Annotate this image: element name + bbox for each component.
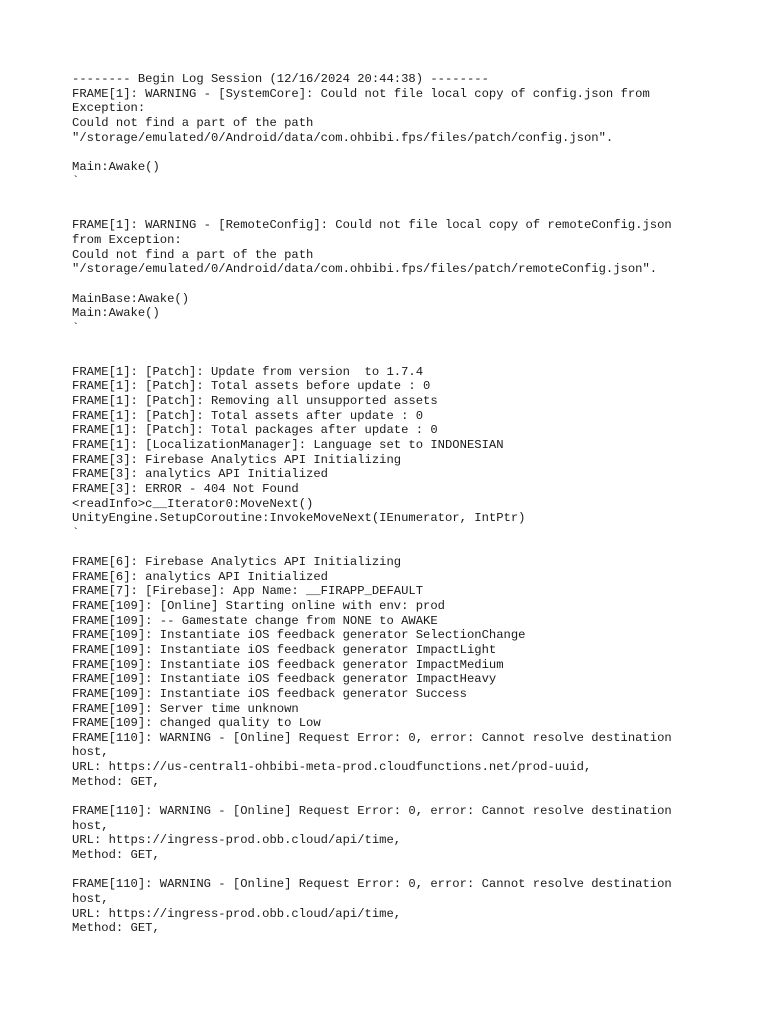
log-line: FRAME[1]: [Patch]: Total packages after update : 0 xyxy=(72,423,438,438)
log-line: MainBase:Awake() xyxy=(72,291,190,306)
log-line: FRAME[109]: [Online] Starting online with env: prod xyxy=(72,599,445,614)
log-line: FRAME[109]: -- Gamestate change from NONE to AWAKE xyxy=(72,613,438,628)
log-line: ` xyxy=(72,320,80,335)
log-line: Could not find a part of the path xyxy=(72,247,314,262)
log-line xyxy=(72,189,732,204)
log-line: UnityEngine.SetupCoroutine:InvokeMoveNext(IEnumerator, IntPtr) xyxy=(72,511,526,526)
log-document xyxy=(72,72,732,936)
log-line: FRAME[6]: Firebase Analytics API Initializing xyxy=(72,555,402,570)
log-line: host, xyxy=(72,891,109,906)
log-line: Main:Awake() xyxy=(72,306,160,321)
log-line: Method: GET, xyxy=(72,921,160,936)
log-line xyxy=(72,277,732,292)
log-line: FRAME[109]: Instantiate iOS feedback generator Success xyxy=(72,686,467,701)
log-line: FRAME[109]: changed quality to Low xyxy=(72,716,321,731)
log-line xyxy=(72,336,732,351)
log-line: Method: GET, xyxy=(72,774,160,789)
log-line: FRAME[109]: Instantiate iOS feedback generator SelectionChange xyxy=(72,628,526,643)
log-line: FRAME[1]: [Patch]: Update from version to 1.7.4 xyxy=(72,364,424,379)
log-line: <readInfo>c__Iterator0:MoveNext() xyxy=(72,496,314,511)
log-line: URL: https://ingress-prod.obb.cloud/api/time, xyxy=(72,833,402,848)
log-line xyxy=(72,863,732,878)
log-line: FRAME[109]: Server time unknown xyxy=(72,701,299,716)
log-line: FRAME[110]: WARNING - [Online] Request Error: 0, error: Cannot resolve destination xyxy=(72,730,672,745)
log-line: FRAME[1]: [Patch]: Total assets before update : 0 xyxy=(72,379,431,394)
log-line: FRAME[1]: [Patch]: Removing all unsupported assets xyxy=(72,394,438,409)
log-line: FRAME[3]: ERROR - 404 Not Found xyxy=(72,481,299,496)
log-line: FRAME[1]: [Patch]: Total assets after update : 0 xyxy=(72,408,424,423)
log-line: FRAME[7]: [Firebase]: App Name: __FIRAPP_DEFAULT xyxy=(72,584,424,599)
log-line: URL: https://us-central1-ohbibi-meta-prod.cloudfunctions.net/prod-uuid, xyxy=(72,760,592,775)
log-line xyxy=(72,145,732,160)
log-line: FRAME[6]: analytics API Initialized xyxy=(72,569,328,584)
log-line: FRAME[109]: Instantiate iOS feedback generator ImpactHeavy xyxy=(72,672,497,687)
log-line: FRAME[1]: [LocalizationManager]: Language set to INDONESIAN xyxy=(72,438,504,453)
log-line: Could not find a part of the path xyxy=(72,115,314,130)
log-line: FRAME[3]: Firebase Analytics API Initializing xyxy=(72,452,402,467)
log-line: FRAME[1]: WARNING - [SystemCore]: Could not file local copy of config.json from xyxy=(72,86,650,101)
log-line: "/storage/emulated/0/Android/data/com.ohbibi.fps/files/patch/config.json". xyxy=(72,130,614,145)
log-line: ` xyxy=(72,174,80,189)
log-line: URL: https://ingress-prod.obb.cloud/api/time, xyxy=(72,906,402,921)
log-line: FRAME[110]: WARNING - [Online] Request Error: 0, error: Cannot resolve destination xyxy=(72,804,672,819)
log-line xyxy=(72,204,732,219)
log-line: "/storage/emulated/0/Android/data/com.ohbibi.fps/files/patch/remoteConfig.json". xyxy=(72,262,658,277)
log-line: FRAME[109]: Instantiate iOS feedback generator ImpactLight xyxy=(72,642,497,657)
log-line xyxy=(72,541,732,556)
log-line: FRAME[110]: WARNING - [Online] Request Error: 0, error: Cannot resolve destination xyxy=(72,877,672,892)
log-line: -------- Begin Log Session (12/16/2024 20:44:38) -------- xyxy=(72,72,489,86)
log-line: from Exception: xyxy=(72,233,182,248)
log-line: host, xyxy=(72,818,109,833)
log-line: FRAME[1]: WARNING - [RemoteConfig]: Could not file local copy of remoteConfig.json xyxy=(72,218,672,233)
log-line: Exception: xyxy=(72,101,146,116)
log-line: ` xyxy=(72,525,80,540)
log-line: Main:Awake() xyxy=(72,159,160,174)
log-line: FRAME[3]: analytics API Initialized xyxy=(72,467,328,482)
log-line: Method: GET, xyxy=(72,847,160,862)
log-line xyxy=(72,350,732,365)
log-line: host, xyxy=(72,745,109,760)
log-line: FRAME[109]: Instantiate iOS feedback generator ImpactMedium xyxy=(72,657,504,672)
log-line xyxy=(72,789,732,804)
